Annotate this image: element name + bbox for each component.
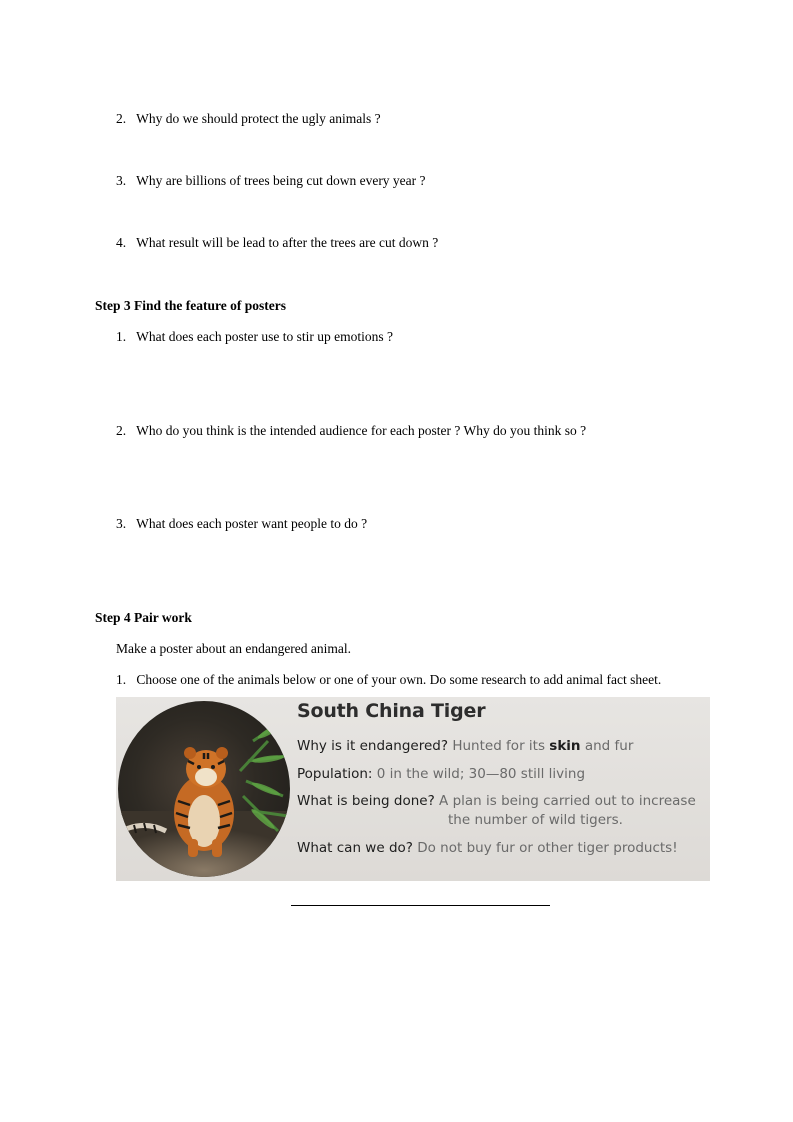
being-done-line bbox=[297, 793, 696, 809]
step4-heading: Step 4 Pair work bbox=[95, 610, 192, 625]
task-number: 1. bbox=[116, 672, 127, 687]
task-item bbox=[116, 672, 661, 688]
question-number: 1. bbox=[116, 329, 127, 344]
endangered-text-2: and fur bbox=[584, 738, 634, 754]
population-label: Population: bbox=[297, 766, 373, 782]
question-text: Why do we should protect the ugly animals ? bbox=[136, 111, 381, 126]
question-text: Who do you think is the intended audience for each poster ? Why do you think so ? bbox=[136, 423, 587, 438]
question-item bbox=[116, 111, 381, 127]
answer-blank-line bbox=[291, 905, 550, 906]
question-text: What does each poster want people to do ? bbox=[136, 516, 368, 531]
what-can-we-do-text: Do not buy fur or other tiger products! bbox=[417, 840, 678, 856]
question-text: What result will be lead to after the trees are cut down ? bbox=[136, 235, 439, 250]
what-can-we-do-line bbox=[297, 840, 678, 856]
tiger-photo bbox=[118, 701, 290, 877]
card-title: South China Tiger bbox=[297, 700, 486, 722]
endangered-line bbox=[297, 738, 633, 754]
endangered-label: Why is it endangered? bbox=[297, 738, 449, 754]
endangered-text-1: Hunted for its bbox=[452, 738, 545, 754]
population-line bbox=[297, 766, 585, 782]
tiger-fact-card bbox=[116, 697, 710, 881]
question-number: 2. bbox=[116, 423, 127, 438]
being-done-label: What is being done? bbox=[297, 793, 435, 809]
being-done-text-2: the number of wild tigers. bbox=[448, 812, 623, 828]
endangered-bold: skin bbox=[549, 738, 581, 754]
question-number: 3. bbox=[116, 516, 127, 531]
what-can-we-do-label: What can we do? bbox=[297, 840, 413, 856]
question-item bbox=[116, 516, 367, 532]
question-item bbox=[116, 329, 393, 345]
question-item bbox=[116, 423, 586, 439]
being-done-line-2 bbox=[448, 812, 623, 828]
being-done-text-1: A plan is being carried out to increase bbox=[439, 793, 696, 809]
question-text: What does each poster use to stir up emotions ? bbox=[136, 329, 393, 344]
question-number: 3. bbox=[116, 173, 127, 188]
task-text: Choose one of the animals below or one of your own. Do some research to add animal fact sheet. bbox=[136, 672, 662, 687]
tiger-illustration bbox=[118, 701, 290, 877]
question-text: Why are billions of trees being cut down every year ? bbox=[136, 173, 426, 188]
population-text: 0 in the wild; 30—80 still living bbox=[376, 766, 586, 782]
step4-intro: Make a poster about an endangered animal. bbox=[116, 641, 352, 656]
question-item bbox=[116, 235, 438, 251]
question-item bbox=[116, 173, 426, 189]
step3-heading: Step 3 Find the feature of posters bbox=[95, 298, 286, 313]
question-number: 2. bbox=[116, 111, 127, 126]
question-number: 4. bbox=[116, 235, 127, 250]
